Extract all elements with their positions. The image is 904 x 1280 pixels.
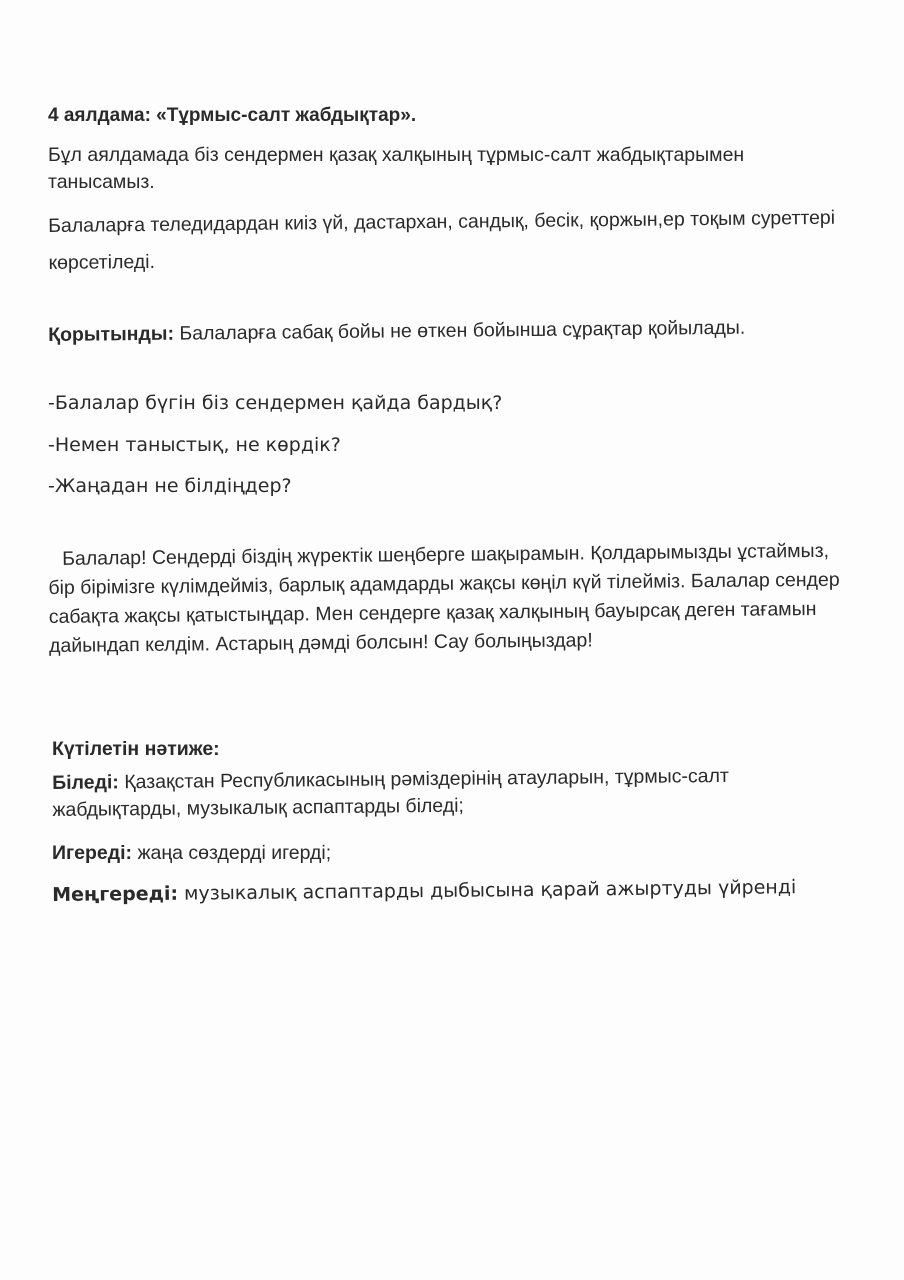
station-activity: Балаларға теледидардан киіз үй, дастархан, сандық, бесік, қоржын,ер тоқым суреттері көрсетіледі. — [48, 206, 836, 274]
outcome-masters — [52, 840, 852, 867]
owns-text: музыкалық аспаптарды дыбысына қарай ажыртуды үйренді — [177, 876, 797, 905]
station-heading: 4 аялдама: «Тұрмыс-салт жабдықтар». — [48, 105, 417, 126]
conclusion-text: Балаларға сабақ бойы не өткен бойынша сұрақтар қойылады. — [173, 316, 746, 345]
knows-label: Біледі: — [52, 771, 119, 794]
station-intro: Бұл аялдамада біз сендермен қазақ халқының тұрмыс-салт жабдықтарымен танысамыз. — [48, 144, 745, 193]
masters-label: Игереді: — [52, 842, 133, 864]
question-item: -Немен таныстық, не көрдік? — [48, 434, 341, 456]
question-item: -Балалар бүгін біз сендермен қайда бардық? — [48, 392, 503, 414]
knows-text: Қазақстан Республикасының рәміздерінің атауларын, тұрмыс-салт жабдықтарды, музыкалық аспаптарды біледі; — [52, 764, 730, 821]
conclusion-paragraph — [48, 314, 828, 349]
outcome-knows — [52, 762, 843, 824]
conclusion-label: Қорытынды: — [48, 322, 175, 346]
closing-paragraph: Балалар! Сендерді біздің жүректік шеңберге шақырамын. Қолдарымызды ұстаймыз, бір бірімізге күлімдейміз, барлық адамдарды жақсы көңіл күй тілейміз. Балалар сендер сабақта жақсы қатыстыңдар. Мен сендерге қазақ халқының бауырсақ деген тағамын дайындап келдім. Астарың дәмді болсын! Сау болыңыздар! — [48, 539, 840, 657]
question-item: -Жаңадан не білдіңдер? — [48, 475, 292, 497]
owns-label: Меңгереді: — [52, 882, 179, 906]
outcome-owns — [52, 870, 832, 912]
outcomes-heading: Күтілетін нәтиже: — [52, 738, 220, 760]
masters-text: жаңа сөздерді игерді; — [132, 842, 332, 864]
